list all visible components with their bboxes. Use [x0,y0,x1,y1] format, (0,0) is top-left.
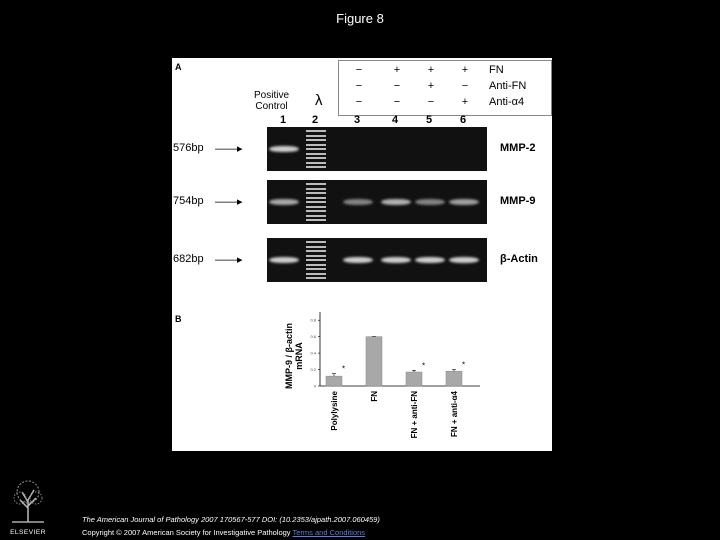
gel-band [269,257,299,263]
ladder-band [306,144,326,146]
ladder-band [306,166,326,168]
category-label: FN + anti-α4 [450,391,459,438]
treatment-sign: − [355,64,363,76]
significance-marker: * [462,360,466,370]
figure-title: Figure 8 [336,11,384,26]
ladder-band [306,139,326,141]
ladder-band [306,241,326,243]
ladder-band [306,264,326,266]
ladder-band [306,210,326,212]
treatment-sign: + [461,64,469,76]
elsevier-tree-icon [8,478,48,524]
mmp9-bar-chart [272,302,492,452]
treatment-sign: + [427,80,435,92]
ladder-band [306,153,326,155]
gel-band [269,146,299,152]
gel-band [381,257,411,263]
gel-band [415,257,445,263]
lane-number: 6 [460,114,467,126]
treatment-sign: − [393,80,401,92]
treatment-sign: − [355,96,363,108]
band-size-label: 754bp [173,195,204,207]
bar [406,372,422,386]
gel-band [415,199,445,205]
treatment-sign: + [427,64,435,76]
citation-text: The American Journal of Pathology 2007 170567-577 DOI: (10.2353/ajpath.2007.060459) [82,515,380,524]
ladder-band [306,148,326,150]
category-label: Polylysine [330,391,339,431]
gel-band [343,257,373,263]
arrow-icon: ——▸ [215,143,243,155]
y-tick-label: 0.2 [310,367,316,373]
ladder-band [306,215,326,217]
treatment-sign: − [393,96,401,108]
gene-label: MMP-2 [500,142,536,154]
treatment-sign: − [427,96,435,108]
band-size-label: 576bp [173,142,204,154]
lane-number: 2 [312,114,319,126]
bar [326,376,342,386]
gel-band [381,199,411,205]
lambda-label: λ [315,92,323,109]
treatment-sign: + [393,64,401,76]
ladder-band [306,157,326,159]
ladder-band [306,162,326,164]
gel-band [343,199,373,205]
ladder-band [306,268,326,270]
y-tick-label: 0 [313,383,316,389]
elsevier-wordmark: ELSEVIER [10,529,46,536]
ladder-band [306,197,326,199]
ladder-band [306,277,326,279]
ladder-band [306,219,326,221]
elsevier-logo [8,478,48,534]
copyright-text: Copyright © 2007 American Society for Investigative Pathology [82,528,291,537]
gene-label: β-Actin [500,253,538,265]
panel-a-label: A [175,62,182,72]
positive-control-line2: Control [255,101,288,112]
treatment-name: Anti-α4 [489,96,525,108]
ladder-band [306,201,326,203]
gene-label: MMP-9 [500,195,536,207]
copyright-line [82,528,365,537]
terms-link[interactable]: Terms and Conditions [292,528,366,537]
arrow-icon: ——▸ [215,196,243,208]
y-tick-label: 0.6 [310,334,316,340]
category-label: FN [370,391,379,402]
bar [446,371,462,386]
ladder-band [306,130,326,132]
category-label: FN + anti-FN [410,391,419,439]
ladder-band [306,259,326,261]
treatment-sign: − [355,80,363,92]
lane-number: 4 [392,114,399,126]
positive-control-line1: Positive [254,90,290,101]
y-axis-label-line2: mRNA [294,342,304,370]
bar [366,337,382,386]
panel-b-label: B [175,314,182,324]
significance-marker: * [342,364,346,374]
ladder-band [306,255,326,257]
y-axis-label-line1: MMP-9 / β-actin [284,323,294,389]
treatment-sign: − [461,80,469,92]
gel-image [267,127,487,171]
ladder-band [306,273,326,275]
treatment-table [338,60,552,116]
ladder-band [306,188,326,190]
lane-number: 5 [426,114,433,126]
significance-marker: * [422,361,426,371]
y-tick-label: 0.8 [310,317,316,323]
band-size-label: 682bp [173,253,204,265]
lane-number: 1 [280,114,287,126]
treatment-name: FN [489,64,504,76]
positive-control-label [254,90,289,112]
gel-image [267,238,487,282]
gel-band [449,257,479,263]
gel-image [267,180,487,224]
treatment-name: Anti-FN [489,80,527,92]
lane-number: 3 [354,114,361,126]
figure-panel [172,58,552,451]
ladder-band [306,183,326,185]
ladder-band [306,250,326,252]
gel-band [449,199,479,205]
gel-band [269,199,299,205]
ladder-band [306,135,326,137]
treatment-sign: + [461,96,469,108]
ladder-band [306,246,326,248]
y-tick-label: 0.4 [310,350,316,356]
arrow-icon: ——▸ [215,254,243,266]
ladder-band [306,206,326,208]
ladder-band [306,192,326,194]
